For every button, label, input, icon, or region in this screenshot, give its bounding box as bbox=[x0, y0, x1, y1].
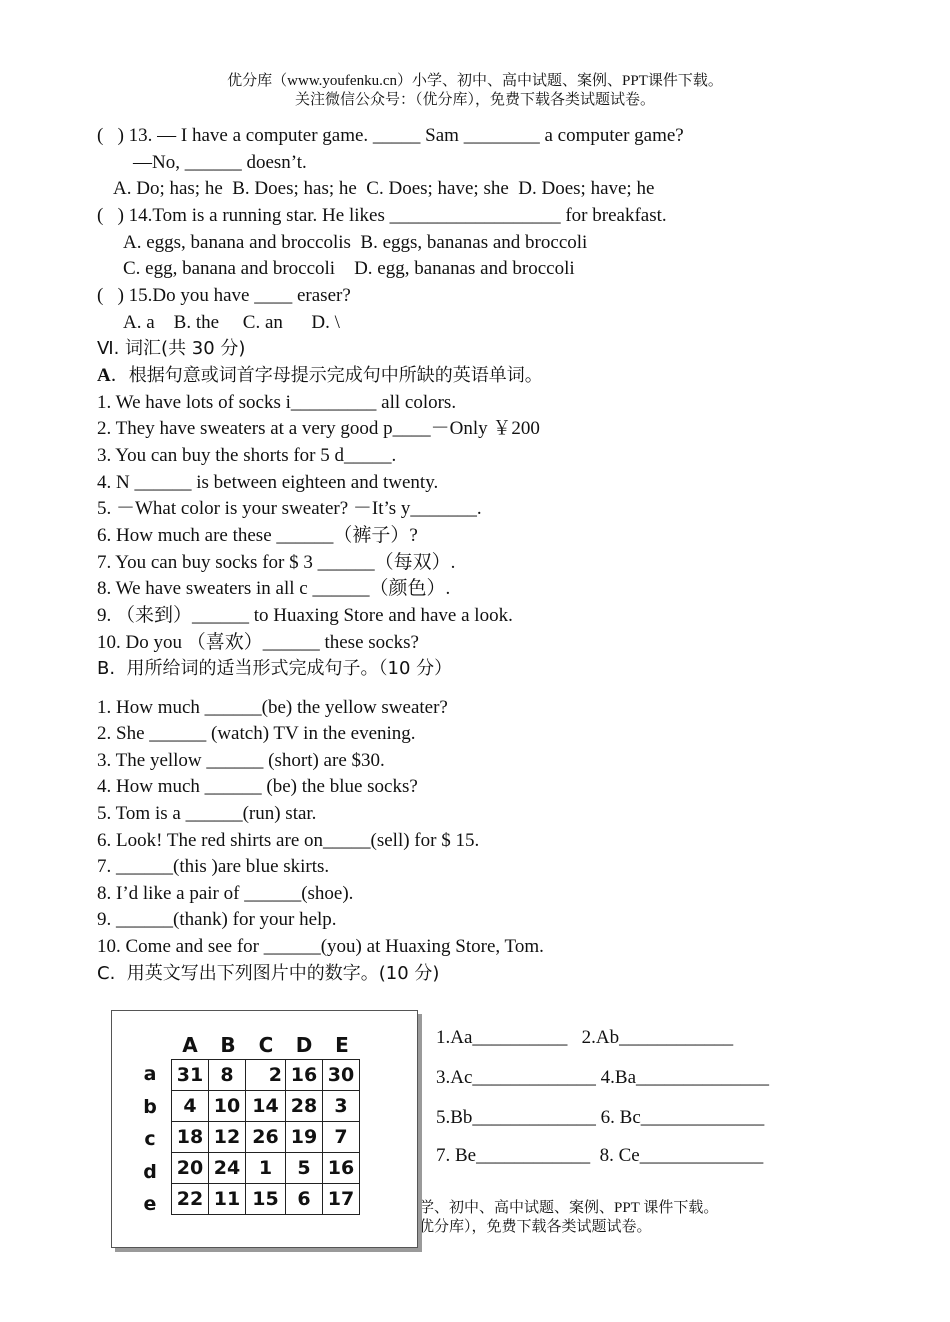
grid-row-label: d bbox=[143, 1161, 157, 1183]
grid-cell: 19 bbox=[286, 1122, 323, 1153]
grid-row bbox=[172, 1184, 360, 1215]
part-b-item: 9. ______(thank) for your help. bbox=[97, 909, 337, 930]
grid-cell: 4 bbox=[172, 1091, 209, 1122]
grid-column-label: E bbox=[335, 1033, 349, 1057]
number-grid-figure bbox=[111, 1010, 418, 1248]
answer-line: 7. Be____________ 8. Ce_____________ bbox=[436, 1145, 764, 1166]
question-13-reply: —No, ______ doesn’t. bbox=[133, 152, 307, 173]
part-a-letter: A bbox=[97, 365, 111, 386]
grid-row bbox=[172, 1122, 360, 1153]
part-b-item: 4. How much ______ (be) the blue socks? bbox=[97, 776, 418, 797]
grid-cell: 22 bbox=[172, 1184, 209, 1215]
grid-cell: 10 bbox=[209, 1091, 246, 1122]
grid-column-label: B bbox=[220, 1033, 236, 1057]
grid-cell: 20 bbox=[172, 1153, 209, 1184]
part-a-item: 6. How much are these ______（裤子）? bbox=[97, 525, 418, 546]
part-b-item: 6. Look! The red shirts are on_____(sell) for $ 15. bbox=[97, 830, 480, 851]
grid-cell: 8 bbox=[209, 1060, 246, 1091]
grid-cell: 16 bbox=[286, 1060, 323, 1091]
question-15: ( ) 15.Do you have ____ eraser? bbox=[97, 285, 351, 306]
part-b-item: 3. The yellow ______ (short) are $30. bbox=[97, 750, 385, 771]
answer-line: 5.Bb_____________ 6. Bc_____________ bbox=[436, 1107, 765, 1128]
grid-row bbox=[172, 1060, 360, 1091]
part-a-item: 4. N ______ is between eighteen and twenty. bbox=[97, 472, 439, 493]
part-a-heading bbox=[97, 364, 543, 388]
part-c-title: C. 用英文写出下列图片中的数字。(10 分) bbox=[97, 963, 440, 984]
part-b-item: 10. Come and see for ______(you) at Huaxing Store, Tom. bbox=[97, 936, 544, 957]
question-14: ( ) 14.Tom is a running star. He likes __________________ for breakfast. bbox=[97, 205, 667, 226]
part-a-instruction: ．根据句意或词首字母提示完成句中所缺的英语单词。 bbox=[110, 365, 543, 386]
part-a-item: 9. （来到）______ to Huaxing Store and have a look. bbox=[97, 605, 513, 626]
grid-row-label: e bbox=[143, 1193, 157, 1215]
question-13: ( ) 13. — I have a computer game. _____ Sam ________ a computer game? bbox=[97, 125, 684, 146]
grid-row-label: a bbox=[143, 1063, 157, 1085]
grid-cell: 17 bbox=[323, 1184, 360, 1215]
question-14-options-ab: A. eggs, banana and broccolis B. eggs, bananas and broccoli bbox=[123, 232, 588, 253]
question-14-options-cd: C. egg, banana and broccoli D. egg, bananas and broccoli bbox=[123, 258, 575, 279]
grid-row bbox=[172, 1153, 360, 1184]
part-b-title: B. 用所给词的适当形式完成句子。（10 分） bbox=[97, 658, 453, 679]
grid-cell: 15 bbox=[246, 1184, 286, 1215]
grid-cell: 16 bbox=[323, 1153, 360, 1184]
part-b-item: 1. How much ______(be) the yellow sweater? bbox=[97, 697, 448, 718]
question-15-options: A. a B. the C. an D. \ bbox=[123, 312, 340, 333]
footer-line-1: 学、初中、高中试题、案例、PPT 课件下载。 bbox=[419, 1200, 719, 1216]
number-grid bbox=[171, 1059, 360, 1215]
grid-row bbox=[172, 1091, 360, 1122]
grid-cell: 6 bbox=[286, 1184, 323, 1215]
answer-line: 1.Aa__________ 2.Ab____________ bbox=[436, 1027, 734, 1048]
part-a-item: 2. They have sweaters at a very good p____－Only ￥200 bbox=[97, 418, 540, 439]
part-b-item: 5. Tom is a ______(run) star. bbox=[97, 803, 317, 824]
grid-column-label: D bbox=[295, 1033, 313, 1057]
grid-cell: 12 bbox=[209, 1122, 246, 1153]
footer-line-2: 优分库），免费下载各类试题试卷。 bbox=[419, 1219, 652, 1235]
answer-line: 3.Ac_____________ 4.Ba______________ bbox=[436, 1067, 770, 1088]
grid-cell: 31 bbox=[172, 1060, 209, 1091]
grid-cell: 30 bbox=[323, 1060, 360, 1091]
part-a-item: 5. －What color is your sweater? －It’s y_______. bbox=[97, 498, 482, 519]
part-a-item: 8. We have sweaters in all c ______（颜色）. bbox=[97, 578, 451, 599]
grid-cell: 2 bbox=[246, 1060, 286, 1091]
grid-cell: 5 bbox=[286, 1153, 323, 1184]
grid-column-label: C bbox=[258, 1033, 274, 1057]
part-a-item: 3. You can buy the shorts for 5 d_____. bbox=[97, 445, 397, 466]
grid-cell: 28 bbox=[286, 1091, 323, 1122]
grid-cell: 14 bbox=[246, 1091, 286, 1122]
grid-cell: 11 bbox=[209, 1184, 246, 1215]
header-line-2: 关注微信公众号：（优分库），免费下载各类试题试卷。 bbox=[294, 92, 655, 108]
part-b-item: 7. ______(this )are blue skirts. bbox=[97, 856, 330, 877]
grid-cell: 24 bbox=[209, 1153, 246, 1184]
grid-cell: 3 bbox=[323, 1091, 360, 1122]
part-b-item: 2. She ______ (watch) TV in the evening. bbox=[97, 723, 416, 744]
grid-cell: 26 bbox=[246, 1122, 286, 1153]
part-a-item: 7. You can buy socks for $ 3 ______（每双）. bbox=[97, 552, 456, 573]
header-line-1: 优分库（www.youfenku.cn）小学、初中、高中试题、案例、PPT课件下载。 bbox=[227, 73, 723, 89]
grid-row-label: b bbox=[143, 1096, 157, 1118]
grid-column-label: A bbox=[182, 1033, 198, 1057]
part-b-item: 8. I’d like a pair of ______(shoe). bbox=[97, 883, 354, 904]
section-6-title: Ⅵ. 词汇(共 30 分) bbox=[97, 338, 246, 359]
grid-row-label: c bbox=[144, 1128, 156, 1150]
grid-cell: 1 bbox=[246, 1153, 286, 1184]
grid-cell: 18 bbox=[172, 1122, 209, 1153]
part-a-item: 10. Do you （喜欢）______ these socks? bbox=[97, 632, 419, 653]
grid-cell: 7 bbox=[323, 1122, 360, 1153]
question-13-options: A. Do; has; he B. Does; has; he C. Does; have; she D. Does; have; he bbox=[113, 178, 655, 199]
part-a-item: 1. We have lots of socks i_________ all colors. bbox=[97, 392, 457, 413]
